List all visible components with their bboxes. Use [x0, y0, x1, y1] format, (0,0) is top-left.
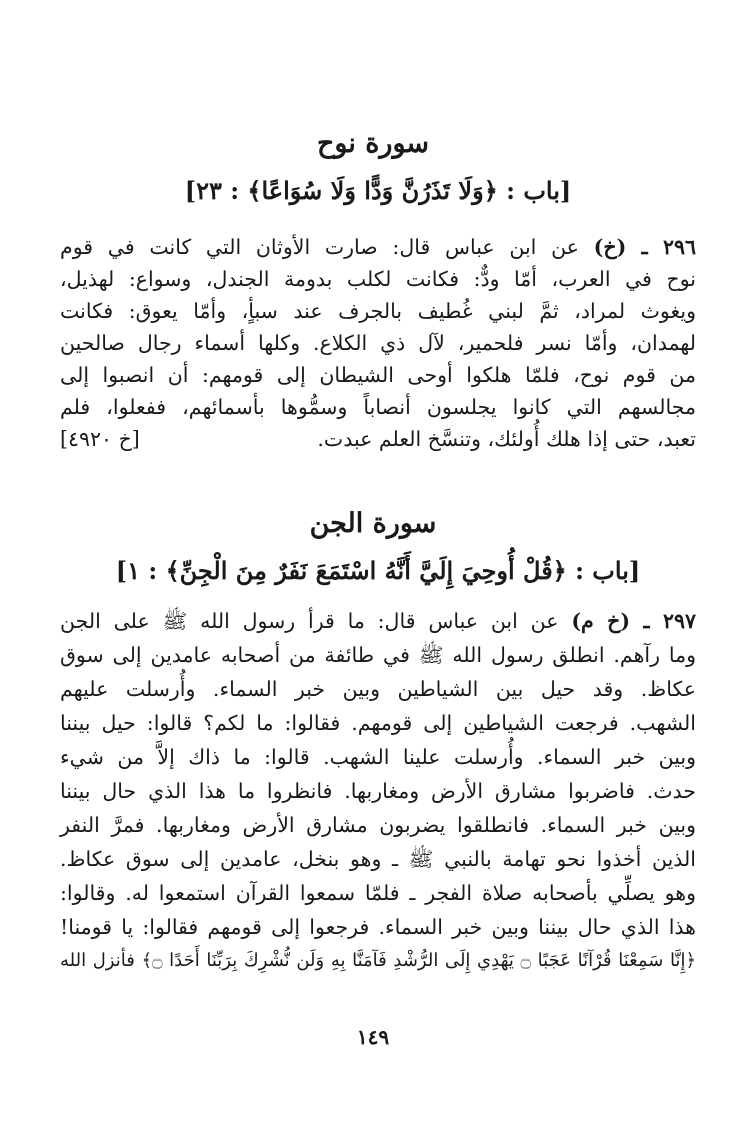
hadith-number-297: ٢٩٧ ـ (خ م) [571, 609, 696, 633]
hadith-296-line-7: تعبد، حتى إذا هلك أُولئك، وتنسَّخ العلم عبدت. [317, 427, 696, 451]
hadith-296-line-6: مجالسهم التي كانوا يجلسون أنصاباً وسمُّوها بأسمائهم، ففعلوا، فلم [60, 395, 696, 419]
bab-heading-jinn: [باب : ﴿قُلْ أُوحِيَ إِلَيَّ أَنَّهُ اسْتَمَعَ نَفَرٌ مِنَ الْجِنِّ﴾ : ١] [115, 556, 641, 585]
hadith-296-reference: [خ ٤٩٢٠] [60, 427, 140, 451]
hadith-number-296: ٢٩٦ ـ (خ) [593, 235, 696, 259]
hadith-297-line-5: وبين خبر السماء. وأُرسلت علينا الشهب. قالوا: ما ذاك إلاَّ من شيء [60, 745, 696, 769]
hadith-296-line-1: ٢٩٦ ـ (خ) عن ابن عباس قال: صارت الأوثان التي كانت في قوم [60, 235, 696, 259]
hadith-296-line-5: من قوم نوح، فلمّا هلكوا أوحى الشيطان إلى قومهم: أن انصبوا إلى [60, 363, 696, 387]
hadith-296-line-2: نوح في العرب، أمّا ودٌّ: فكانت لكلب بدومة الجندل، وسواع: لهذيل، [60, 267, 696, 291]
hadith-297-line-6: حدث. فاضربوا مشارق الأرض ومغاربها. فانظروا ما هذا الذي حال بيننا [60, 779, 696, 803]
hadith-297-line-10: هذا الذي حال بيننا وبين خبر السماء. فرجعوا إلى قومهم فقالوا: يا قومنا! [60, 915, 696, 939]
hadith-297-line-3: عكاظ. وقد حيل بين الشياطين وبين خبر السماء. وأُرسلت عليهم [60, 677, 696, 701]
surah-title-nuh: سورة نوح [316, 128, 430, 159]
hadith-297-line-9: وهو يصلِّي بأصحابه صلاة الفجر ـ فلمّا سمعوا القرآن استمعوا له. وقالوا: [60, 881, 696, 905]
hadith-297-line-11: ﴿إِنَّا سَمِعْنَا قُرْآنًا عَجَبًا ۝ يَهْدِي إِلَى الرُّشْدِ فَآمَنَّا بِهِ وَلَن نُّشْرِكَ بِرَبِّنَا أَحَدًا ۝﴾ فأنزل الله [60, 950, 696, 971]
bab-heading-nuh: [باب : ﴿وَلَا تَذَرُنَّ وَدًّا وَلَا سُوَاعًا﴾ : ٢٣] [184, 176, 572, 205]
hadith-296-line-4: لهمدان، وأمّا نسر فلحمير، لآل ذي الكلاع. وكلها أسماء رجال صالحين [60, 331, 696, 355]
hadith-297-line-8: الذين أخذوا نحو تهامة بالنبي ﷺ ـ وهو بنخل، عامدين إلى سوق عكاظ. [60, 847, 696, 871]
hadith-297-line-2: وما رآهم. انطلق رسول الله ﷺ في طائفة من أصحابه عامدين إلى سوق [60, 643, 696, 667]
page-number: ١٤٩ [356, 1025, 390, 1049]
hadith-296-line-3: ويغوث لمراد، ثمَّ لبني غُطيف بالجرف عند سبأٍ، وأمّا يعوق: فكانت [60, 299, 696, 323]
hadith-297-line-7: وبين خبر السماء. فانطلقوا يضربون مشارق الأرض ومغاربها. فمرَّ النفر [60, 813, 696, 837]
hadith-297-line-4: الشهب. فرجعت الشياطين إلى قومهم. فقالوا: ما لكم؟ قالوا: حيل بيننا [60, 711, 696, 735]
surah-title-jinn: سورة الجن [309, 508, 437, 539]
hadith-297-line-1: ٢٩٧ ـ (خ م) عن ابن عباس قال: ما قرأ رسول الله ﷺ على الجن [60, 609, 696, 633]
